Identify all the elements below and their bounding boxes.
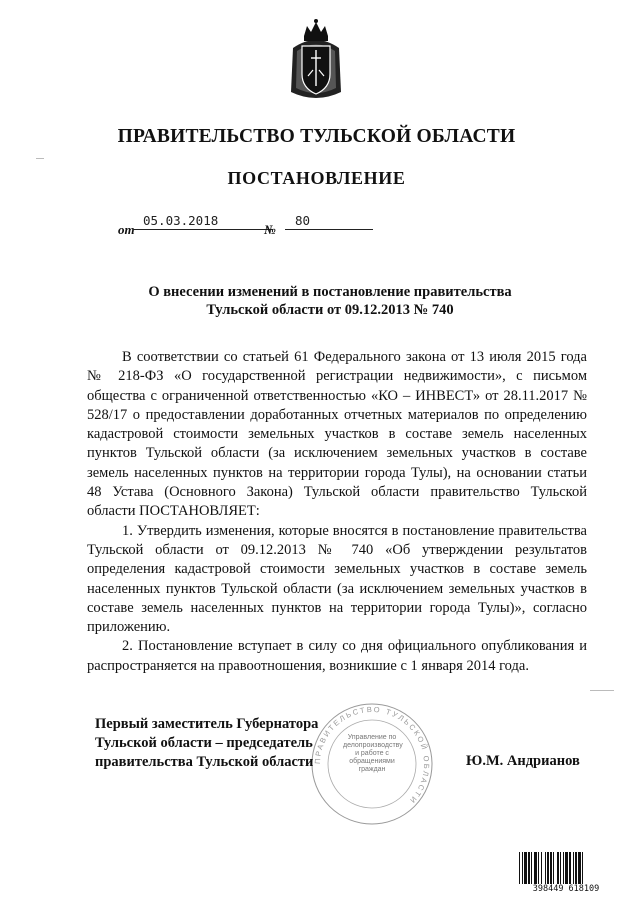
document-number: 80 — [285, 213, 373, 230]
scan-mark — [590, 690, 614, 691]
subject-line: О внесении изменений в постановление правительства — [148, 284, 512, 300]
body-paragraph: В соответствии со статьей 61 Федерального закона от 13 июля 2015 года № 218-ФЗ «О государственной регистрации недвижимости», с письмом общества с ограниченной ответственностью «КО – ИНВЕСТ» от 28.11.2017 № 528/17 о предоставлении доработанных отчетных материалов по определению кадастровой стоимости земельных участков в составе земель населенных пунктов Тульской области (за исключением земельных участков в составе земель населенных пунктов на территории города Тулы), на основании статьи 48 Устава (Основного Закона) Тульской области правительство Тульской области ПОСТАНОВЛЯЕТ: — [87, 349, 587, 520]
coat-of-arms-icon — [289, 18, 343, 102]
barcode-number: 398449 618109 — [518, 884, 614, 894]
number-label: № — [264, 222, 276, 237]
signer-name: Ю.М. Андрианов — [466, 753, 580, 769]
signer-position-line: Первый заместитель Губернатора — [95, 716, 319, 732]
scan-mark — [36, 158, 44, 159]
document-type: ПОСТАНОВЛЕНИЕ — [227, 168, 406, 188]
organization-title: ПРАВИТЕЛЬСТВО ТУЛЬСКОЙ ОБЛАСТИ — [117, 126, 516, 147]
document-subject — [80, 283, 580, 319]
signer-position — [95, 715, 318, 772]
body-paragraph: 2. Постановление вступает в силу со дня официального опубликования и распространяется на правоотношения, возникшие с 1 января 2014 года. — [87, 638, 587, 674]
document-body — [87, 348, 587, 676]
subject-line: Тульской области от 09.12.2013 № 740 — [206, 302, 454, 318]
signer-position-line: правительства Тульской области — [95, 754, 314, 770]
body-paragraph: 1. Утвердить изменения, которые вносятся в постановление правительства Тульской области от 09.12.2013 № 740 «Об утверждении результатов определения кадастровой стоимости земельных участков в составе земель населенных пунктов Тульской области (за исключением земельных участков в составе земель населенных пунктов на территории города Тулы)», согласно приложению. — [87, 522, 587, 636]
stamp-ring-text: ПРАВИТЕЛЬСТВО ТУЛЬСКОЙ ОБЛАСТИ — [312, 704, 432, 807]
document-date: 05.03.2018 — [133, 213, 273, 230]
signer-position-line: Тульской области – председатель — [95, 735, 313, 751]
date-label: от — [118, 222, 135, 237]
stamp-center-text: Управление по делопроизводству и работе с обращениями граждан — [343, 734, 403, 773]
